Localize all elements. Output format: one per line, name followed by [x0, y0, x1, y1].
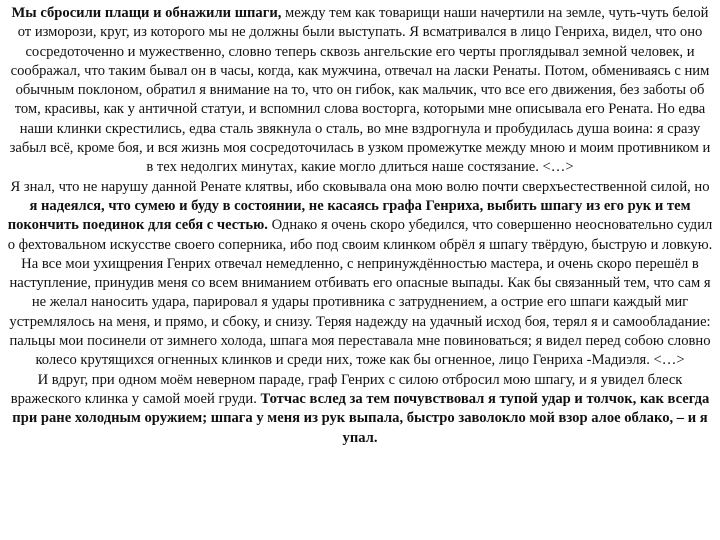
paragraph-text-before: Я знал, что не нарушу данной Ренате клятвы, ибо сковывала она мою волю почти сверхъестественной силой, но: [10, 178, 710, 195]
paragraph-duel-start: [6, 4, 714, 178]
paragraph-oath: [6, 178, 714, 371]
bold-fall: Тотчас вслед за тем почувствовал я тупой удар и толчок, как всегда при ране холодным оружием; шпага у меня из рук выпала, быстро заволокло мой взор алое облако, – и я упал.: [12, 390, 710, 446]
bold-intro: Мы сбросили плащи и обнажили шпаги,: [11, 5, 282, 21]
paragraph-text-after: Однако я очень скоро убедился, что совершенно неосновательно судил о фехтовальном искусстве своего соперника, ибо под своим клинком обрёл я шпагу твёрдую, быструю и ловкую. На все мои ухищрения Генрих отвечал немедленно, с непринуждённостью мастера, и очень скоро перешёл в наступление, принудив меня со всем вниманием отбивать его опасные выпады. Как бы связанный тем, что сам я не желал наносить удара, парировал я удары противника с затруднением, а острие его шпаги каждый миг устремлялось на меня, и прямо, и сбоку, и снизу. Теряя надежду на удачный исход боя, терял я и самообладание: пальцы мои посинели от зимнего холода, шпага моя переставала мне повиноваться; я видел перед собою словно колесо крутящихся огненных клинков и среди них, тоже как бы огненное, лицо Генриха -Мадиэля. <…>: [7, 217, 713, 369]
bold-hope: я надеялся, что сумею и буду в состоянии, не касаясь графа Генриха, выбить шпагу из его рук и тем покончить поединок для себя с честью.: [7, 197, 691, 234]
paragraph-text-before: И вдруг, при одном моём неверном параде, граф Генрих с силою отбросил мою шпагу, и я увидел блеск вражеского клинка у самой моей груди.: [10, 371, 683, 407]
paragraph-wound: [6, 371, 714, 448]
paragraph-text: между тем как товарищи наши начертили на земле, чуть-чуть белой от изморози, круг, из которого мы не должны были выступать. Я всматривался в лицо Генриха, видел, что оно сосредоточенно и мужественно, словно теперь сквозь ангельские его черты проглядывал земной человек, и соображал, что таким бывал он в часы, когда, как мужчина, отвечал на ласки Ренаты. Потом, обмениваясь с ним обычным поклоном, обратил я внимание на то, что он гибок, как мальчик, что все его движения, без заботы об том, красивы, как у античной статуи, и вспомнил слова восторга, которыми мне описывала его Рената. Но едва наши клинки скрестились, едва сталь звякнула о сталь, во мне вздрогнула и пробудилась душа воина: я сразу забыл всё, кроме боя, и вся жизнь моя сосредоточилась в узком промежутке между мною и моим противником и в тех недолгих минутах, какие могло длиться наше состязание. <…>: [9, 5, 711, 176]
